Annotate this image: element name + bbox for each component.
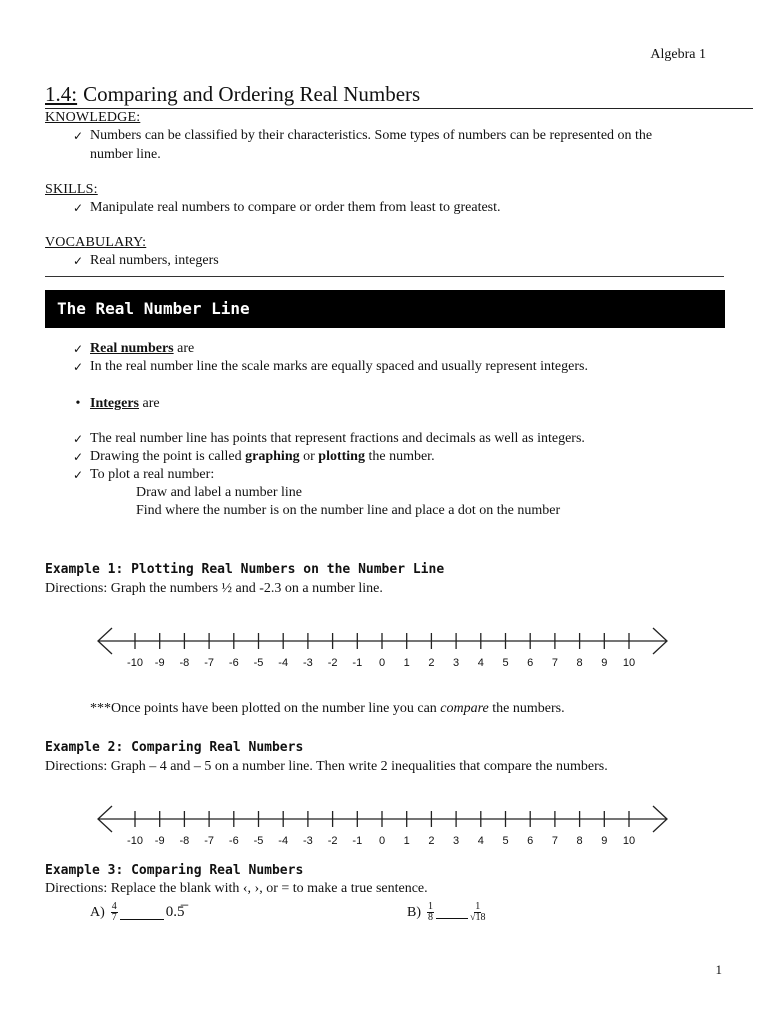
tick-label: 0: [378, 657, 386, 669]
knowledge-text-cont: number line.: [90, 147, 161, 162]
tick-label: 8: [576, 835, 583, 847]
tick-label: -7: [204, 657, 214, 669]
tick-label: -10: [127, 835, 143, 847]
tick-label: -10: [127, 657, 143, 669]
tick-label: -6: [228, 657, 239, 669]
number-line-1[interactable]: [95, 626, 675, 672]
tick-label: -1: [352, 835, 363, 847]
tick-label: 2: [428, 657, 435, 669]
checkmark-icon: ✓: [72, 450, 84, 464]
problem-b-label: B): [407, 904, 421, 920]
tick-label: -8: [179, 835, 190, 847]
skills-heading: SKILLS:: [45, 182, 98, 197]
real-numbers-term: Real numbers: [90, 341, 174, 356]
knowledge-heading: KNOWLEDGE:: [45, 110, 141, 125]
tick-label: 9: [601, 657, 608, 669]
tick-label: -3: [303, 657, 313, 669]
real-numbers-rest: are: [173, 341, 195, 356]
tick-label: 4: [477, 657, 484, 669]
integers-item: [66, 396, 160, 412]
integers-term: Integers: [90, 396, 139, 411]
knowledge-section: [45, 110, 140, 126]
problem-a-rhs: 0.5̅: [165, 904, 185, 920]
scale-note-item: [66, 359, 726, 375]
section-divider: [45, 276, 724, 277]
tick-label: 10: [622, 657, 636, 669]
example2-heading: Example 2: Comparing Real Numbers: [45, 740, 304, 755]
plot-intro-item: [66, 467, 214, 483]
tick-label: -6: [228, 835, 239, 847]
fraction-denominator: 8: [428, 912, 433, 923]
tick-label: 5: [502, 657, 509, 669]
real-numbers-item: [66, 341, 194, 357]
drawing-or: or: [299, 449, 319, 464]
section-banner: The Real Number Line: [45, 290, 725, 328]
tick-labels: [127, 657, 635, 669]
compare-note-em: compare: [440, 701, 489, 716]
checkmark-icon: ✓: [72, 342, 84, 356]
lesson-title: Comparing and Ordering Real Numbers: [83, 82, 421, 106]
compare-note: [90, 701, 565, 717]
scale-note-text: In the real number line the scale marks are equally spaced and usually represent integers.: [90, 359, 588, 374]
plot-step-2: Find where the number is on the number line and place a dot on the number: [136, 503, 561, 518]
tick-label: -3: [303, 835, 313, 847]
tick-label: 8: [576, 657, 583, 669]
example1-directions: Directions: Graph the numbers ½ and -2.3 on a number line.: [45, 581, 383, 596]
tick-label: -2: [327, 657, 338, 669]
example3-directions: Directions: Replace the blank with ‹, ›, or = to make a true sentence.: [45, 881, 428, 896]
tick-label: 6: [527, 835, 534, 847]
fraction-denominator: 7: [111, 912, 117, 923]
tick-marks: [135, 633, 629, 649]
problem-b-fraction: [427, 902, 434, 923]
plot-intro-text: To plot a real number:: [90, 467, 215, 482]
checkmark-icon: ✓: [72, 432, 84, 446]
tick-label: 3: [453, 835, 460, 847]
problem-a: [90, 902, 185, 923]
compare-note-post: the numbers.: [488, 701, 565, 716]
number-line-2[interactable]: [95, 805, 675, 851]
checkmark-icon: ✓: [72, 129, 84, 143]
vocabulary-heading: VOCABULARY:: [45, 235, 147, 250]
graphing-term: graphing: [245, 449, 300, 464]
plotting-term: plotting: [318, 449, 365, 464]
integers-rest: are: [139, 396, 160, 411]
example3-heading: Example 3: Comparing Real Numbers: [45, 863, 304, 878]
knowledge-item: [66, 128, 726, 144]
tick-label: 10: [622, 835, 636, 847]
tick-label: -1: [352, 657, 363, 669]
tick-label: -9: [154, 835, 165, 847]
tick-label: -7: [204, 835, 214, 847]
course-label: Algebra 1: [650, 47, 706, 62]
knowledge-text: Numbers can be classified by their characteristics. Some types of numbers can be represented on the: [90, 128, 653, 143]
tick-label: 0: [378, 835, 386, 847]
drawing-pre: Drawing the point is called: [90, 449, 246, 464]
problem-a-label: A): [90, 904, 105, 920]
plot-step-1: Draw and label a number line: [136, 485, 302, 500]
answer-blank-a[interactable]: [120, 905, 164, 920]
example2-directions: Directions: Graph – 4 and – 5 on a number line. Then write 2 inequalities that compare the numbers.: [45, 759, 608, 774]
tick-label: 2: [428, 835, 435, 847]
tick-label: -5: [253, 657, 264, 669]
problem-b-rhs-fraction: [470, 902, 486, 923]
tick-labels: [127, 835, 635, 847]
skills-text: Manipulate real numbers to compare or order them from least to greatest.: [90, 200, 501, 215]
tick-label: 7: [551, 657, 558, 669]
vocabulary-item: [66, 253, 726, 269]
checkmark-icon: ✓: [72, 201, 84, 215]
tick-label: 6: [527, 657, 534, 669]
tick-label: -4: [278, 835, 289, 847]
tick-label: 5: [502, 835, 509, 847]
tick-label: 7: [551, 835, 558, 847]
tick-label: 9: [601, 835, 608, 847]
points-note-text: The real number line has points that represent fractions and decimals as well as integers.: [90, 431, 585, 446]
tick-label: 1: [403, 835, 410, 847]
problem-a-fraction: [111, 902, 118, 923]
tick-label: -4: [278, 657, 289, 669]
lesson-number: 1.4:: [45, 82, 78, 106]
drawing-post: the number.: [364, 449, 435, 464]
fraction-numerator: 1: [475, 901, 481, 912]
tick-label: -8: [179, 657, 190, 669]
vocabulary-text: Real numbers, integers: [90, 253, 219, 268]
tick-label: 3: [453, 657, 460, 669]
page-title: [45, 82, 753, 109]
bullet-icon: •: [75, 396, 81, 411]
checkmark-icon: ✓: [72, 360, 84, 374]
tick-marks: [135, 811, 629, 827]
answer-blank-b[interactable]: [436, 906, 468, 919]
tick-label: -9: [154, 657, 165, 669]
problem-b: [407, 902, 486, 923]
example1-heading: Example 1: Plotting Real Numbers on the Number Line: [45, 562, 445, 577]
page-number: 1: [715, 962, 722, 977]
checkmark-icon: ✓: [72, 468, 84, 482]
tick-label: 1: [403, 657, 410, 669]
tick-label: -5: [253, 835, 264, 847]
drawing-note-item: [66, 449, 726, 465]
fraction-numerator: 4: [111, 901, 117, 912]
skills-item: [66, 200, 726, 216]
tick-label: -2: [327, 835, 338, 847]
points-note-item: [66, 431, 726, 447]
checkmark-icon: ✓: [72, 254, 84, 268]
tick-label: 4: [477, 835, 484, 847]
fraction-numerator: 1: [428, 901, 433, 912]
compare-note-pre: ***Once points have been plotted on the number line you can: [90, 701, 441, 716]
fraction-denominator: √18: [470, 912, 486, 923]
